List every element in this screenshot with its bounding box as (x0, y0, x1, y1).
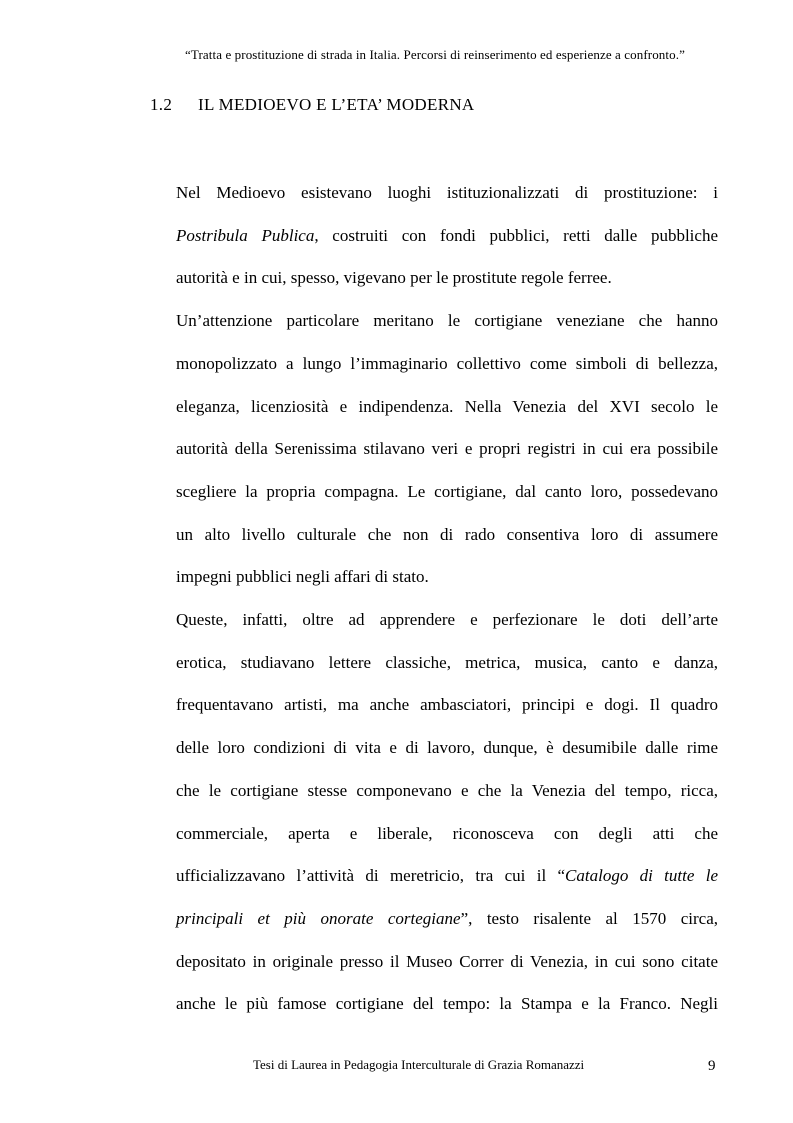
text-span: ”, testo risalente al 1570 circa, (460, 908, 718, 928)
italic-term: Postribula Publica (176, 225, 315, 245)
text-line (151, 215, 718, 258)
text-line: delle loro condizioni di vita e di lavoro, dunque, è desumibile dalle rime (176, 738, 718, 758)
text-line: commerciale, aperta e liberale, riconosceva con degli atti che (176, 823, 718, 843)
section-number: 1.2 (150, 95, 173, 114)
text-line: monopolizzato a lungo l’immaginario collettivo come simboli di bellezza, (176, 353, 718, 373)
section-heading (150, 95, 474, 115)
paragraph-3 (151, 599, 718, 1026)
page-number: 9 (708, 1058, 716, 1074)
text-line: che le cortigiane stesse componevano e che la Venezia del tempo, ricca, (176, 780, 718, 800)
paragraph-2 (151, 300, 718, 599)
running-header: “Tratta e prostituzione di strada in Italia. Percorsi di reinserimento ed esperienze a confronto.” (185, 47, 685, 62)
text-line: impegni pubblici negli affari di stato. (176, 567, 429, 587)
text-line (151, 898, 718, 941)
italic-title: Catalogo di tutte le (565, 866, 718, 886)
footer-text: Tesi di Laurea in Pedagogia Interculturale di Grazia Romanazzi (253, 1057, 585, 1072)
text-line (151, 855, 718, 898)
text-line: anche le più famose cortigiane del tempo: la Stampa e la Franco. Negli (176, 994, 718, 1014)
text-line: eleganza, licenziosità e indipendenza. Nella Venezia del XVI secolo le (176, 396, 718, 416)
text-line: frequentavano artisti, ma anche ambasciatori, principi e dogi. Il quadro (176, 695, 718, 715)
text-line: autorità e in cui, spesso, vigevano per le prostitute regole ferree. (176, 268, 612, 288)
text-line: depositato in originale presso il Museo Correr di Venezia, in cui sono citate (176, 951, 718, 971)
text-line: Nel Medioevo esistevano luoghi istituzionalizzati di prostituzione: i (176, 183, 718, 202)
italic-title: principali et più onorate cortegiane (176, 908, 461, 928)
body-text (151, 172, 718, 1026)
paragraph-1 (151, 172, 718, 300)
text-line: Queste, infatti, oltre ad apprendere e perfezionare le doti dell’arte (176, 610, 718, 630)
text-line: scegliere la propria compagna. Le cortigiane, dal canto loro, possedevano (176, 481, 718, 501)
text-line: un alto livello culturale che non di rado consentiva loro di assumere (176, 524, 718, 544)
text-span: , costruiti con fondi pubblici, retti dalle pubbliche (314, 225, 718, 245)
text-line: autorità della Serenissima stilavano veri e propri registri in cui era possibile (176, 439, 718, 459)
text-line: erotica, studiavano lettere classiche, metrica, musica, canto e danza, (176, 652, 718, 672)
text-line: Un’attenzione particolare meritano le cortigiane veneziane che hanno (176, 311, 718, 331)
section-title: IL MEDIOEVO E L’ETA’ MODERNA (198, 95, 475, 114)
text-span: ufficializzavano l’attività di meretricio, tra cui il “ (176, 866, 566, 886)
